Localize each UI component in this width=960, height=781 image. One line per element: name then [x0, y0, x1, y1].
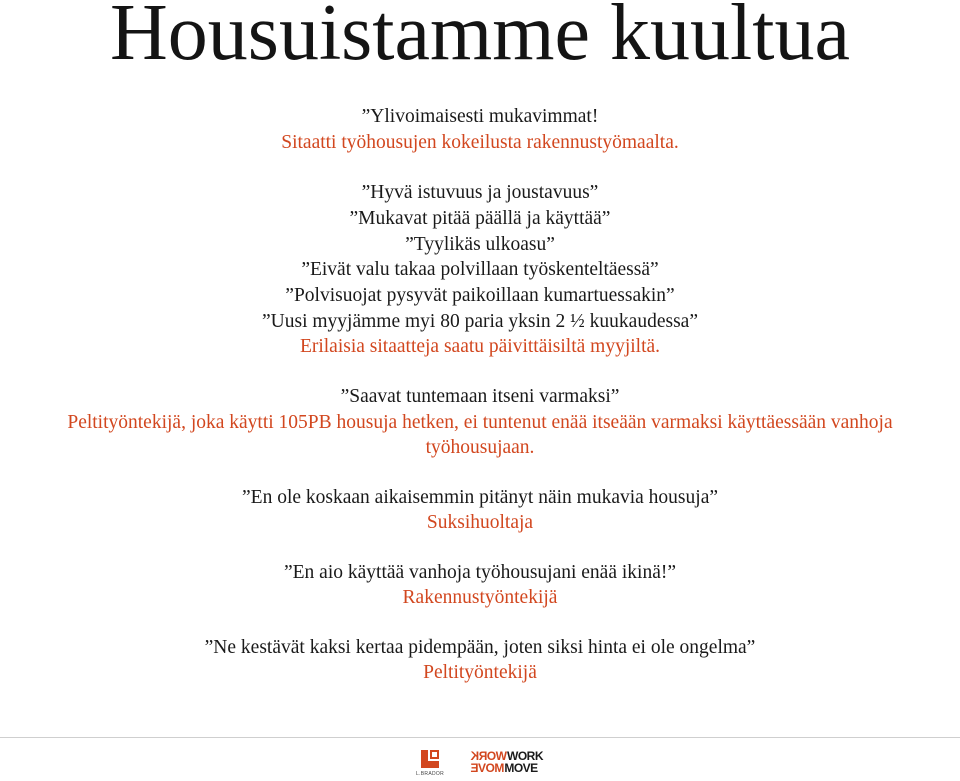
- intro-attribution: Sitaatti työhousujen kokeilusta rakennustyömaalta.: [281, 132, 679, 153]
- list-quote: ”Mukavat pitää päällä ja käyttää”: [349, 208, 611, 229]
- workmove-logo-line1: WORK: [507, 749, 543, 763]
- workmove-logo-line2: MOVE: [504, 761, 538, 775]
- testimonial-quote: ”En ole koskaan aikaisemmin pitänyt näin mukavia housuja”: [242, 487, 718, 508]
- testimonial-quote: ”En aio käyttää vanhoja työhousujani enää ikinä!”: [283, 562, 677, 583]
- footer-divider: [0, 737, 960, 738]
- page-title: Housuistamme kuultua: [110, 0, 850, 77]
- list-quote: ”Uusi myyjämme myi 80 paria yksin 2 ½ kuukaudessa”: [262, 311, 698, 332]
- testimonial-quote: ”Ne kestävät kaksi kertaa pidempään, joten siksi hinta ei ole ongelma”: [204, 637, 756, 658]
- list-quote: ”Polvisuojat pysyvät paikoillaan kumartuessakin”: [285, 285, 675, 306]
- list-quote: ”Eivät valu takaa polvillaan työskenteltäessä”: [301, 259, 659, 280]
- workmove-logo: [471, 750, 543, 774]
- list-attribution: Erilaisia sitaatteja saatu päivittäisiltä myyjiltä.: [299, 336, 661, 357]
- testimonial-quote: ”Saavat tuntemaan itseni varmaksi”: [340, 386, 620, 407]
- workmove-logo-mirror-bottom: MOVE: [471, 761, 505, 775]
- lbrador-logo-text: L.BRADOR: [416, 770, 444, 777]
- testimonial-attribution: Rakennustyöntekijä: [402, 587, 558, 608]
- workmove-logo-mirror-top: WORK: [471, 749, 507, 763]
- list-quote: ”Tyylikäs ulkoasu”: [405, 234, 555, 255]
- intro-quote: ”Ylivoimaisesti mukavimmat!: [361, 106, 599, 127]
- testimonial-attribution: Peltityöntekijä: [423, 662, 537, 683]
- testimonial-attribution: Peltityöntekijä, joka käytti 105PB housuja hetken, ei tuntenut enää itseään varmaksi käyttäessään vanhoja työhousujaan.: [67, 412, 893, 458]
- lbrador-mark-icon: [419, 748, 441, 770]
- testimonial-attribution: Suksihuoltaja: [426, 512, 534, 533]
- lbrador-logo: [417, 748, 443, 777]
- list-quote: ”Hyvä istuvuus ja joustavuus”: [361, 182, 599, 203]
- footer-logos: [0, 745, 960, 779]
